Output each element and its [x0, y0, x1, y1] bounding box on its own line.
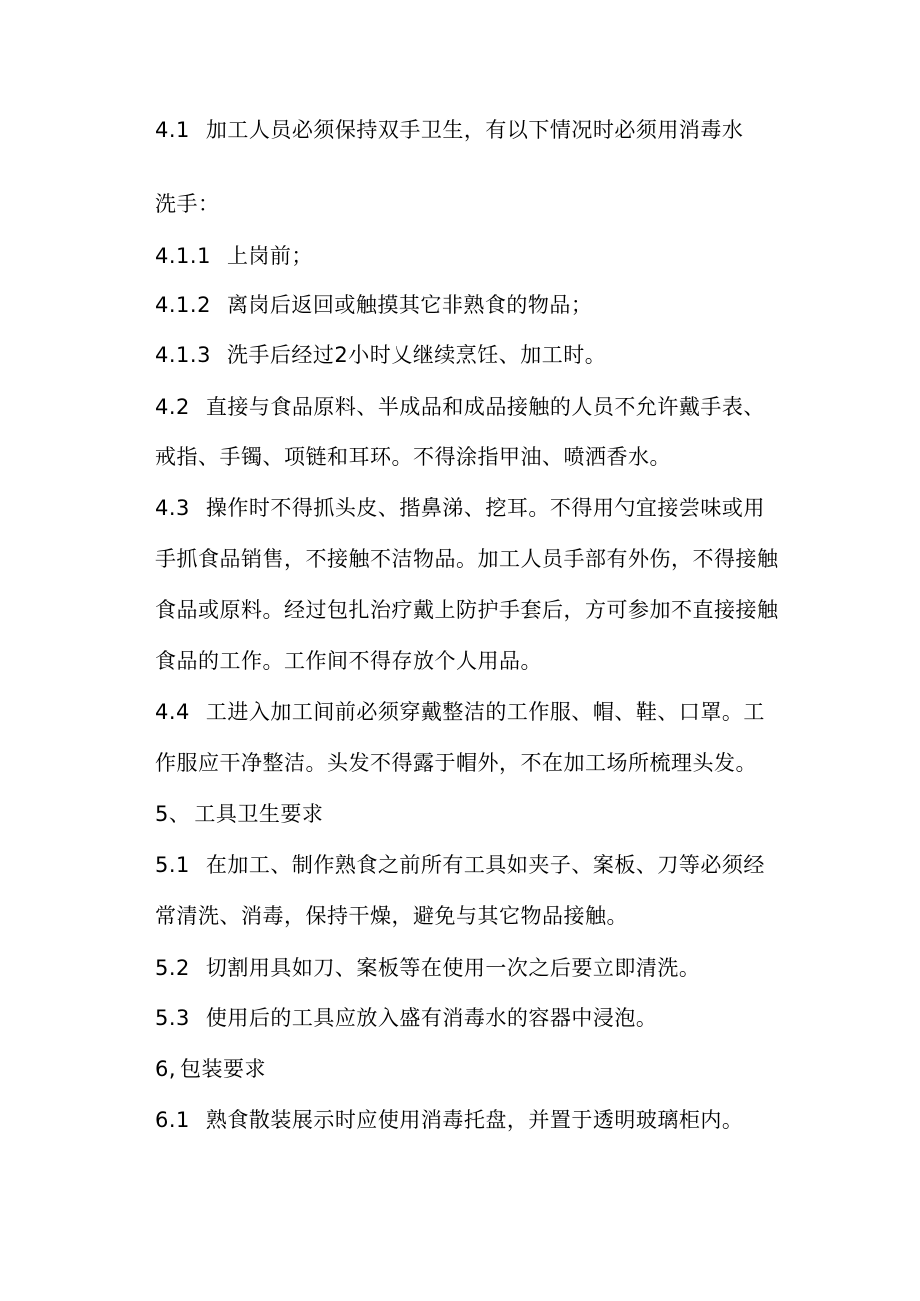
section-number: 4.1.2 — [155, 293, 211, 317]
paragraph-line — [155, 545, 779, 573]
line-text: 常清洗、消毒，保持干燥，避免与其它物品接触。 — [155, 904, 628, 928]
paragraph-line — [155, 698, 765, 726]
paragraph-line — [155, 1004, 657, 1032]
section-number: 6, — [155, 1057, 177, 1081]
line-text: 在加工、制作熟食之前所有工具如夹子、案板、刀等必须经 — [205, 853, 765, 877]
line-text: 离岗后返回或触摸其它非熟食的物品； — [226, 293, 593, 317]
line-text: 操作时不得抓头皮、揩鼻涕、挖耳。不得用勺宜接尝味或用 — [205, 496, 765, 520]
paragraph-line — [155, 1106, 743, 1134]
section-heading — [155, 800, 323, 828]
paragraph-line — [155, 341, 606, 369]
line-text: 直接与食品原料、半成品和成品接触的人员不允许戴手表、 — [205, 395, 765, 419]
line-text: 加工人员必须保持双手卫生，有以下情况时必须用消毒水 — [205, 118, 744, 142]
line-text: 切割用具如刀、案板等在使用一次之后要立即清洗。 — [205, 956, 701, 980]
paragraph-line — [155, 393, 765, 421]
section-number: 6.1 — [155, 1108, 190, 1132]
paragraph-line — [155, 242, 313, 270]
section-number: 4.1.1 — [155, 244, 211, 268]
line-text: 手抓食品销售，不接触不洁物品。加工人员手部有外伤，不得接触 — [155, 547, 779, 571]
paragraph-line — [155, 954, 700, 982]
paragraph-line — [155, 116, 743, 144]
line-text: 熟食散装展示时应使用消毒托盘，并置于透明玻璃柜内。 — [205, 1108, 744, 1132]
line-text: 使用后的工具应放入盛有消毒水的容器中浸泡。 — [205, 1006, 658, 1030]
paragraph-line — [155, 494, 765, 522]
paragraph-line — [155, 596, 779, 624]
section-number: 4.4 — [155, 700, 190, 724]
paragraph-line — [155, 443, 671, 471]
paragraph-line — [155, 291, 592, 319]
paragraph-line — [155, 851, 765, 879]
line-text: 包装要求 — [180, 1057, 267, 1081]
line-text: 食品的工作。工作间不得存放个人用品。 — [155, 649, 542, 673]
line-text: 工进入加工间前必须穿戴整洁的工作服、帽、鞋、口罩。工 — [205, 700, 765, 724]
section-heading — [155, 1055, 266, 1083]
section-number: 5.3 — [155, 1006, 190, 1030]
section-number: 5、 — [155, 802, 191, 826]
section-number: 4.3 — [155, 496, 190, 520]
line-text: 洗手： — [155, 192, 220, 216]
line-text: 上岗前； — [226, 244, 313, 268]
line-text: 食品或原料。经过包扎治疗戴上防护手套后，方可参加不直接接触 — [155, 598, 779, 622]
paragraph-line — [155, 902, 628, 930]
line-text: 工具卫生要求 — [194, 802, 324, 826]
section-number: 4.2 — [155, 395, 190, 419]
section-number: 5.2 — [155, 956, 190, 980]
section-number: 4.1 — [155, 118, 190, 142]
paragraph-line — [155, 647, 542, 675]
line-text: 戒指、手镯、项链和耳环。不得涂指甲油、喷洒香水。 — [155, 445, 671, 469]
line-text: 洗手后经过2小时乂继续烹饪、加工时。 — [226, 343, 607, 367]
section-number: 5.1 — [155, 853, 190, 877]
line-text: 作服应干净整洁。头发不得露于帽外，不在加工场所梳理头发。 — [155, 751, 757, 775]
paragraph-line — [155, 749, 757, 777]
section-number: 4.1.3 — [155, 343, 211, 367]
paragraph-line — [155, 190, 220, 218]
